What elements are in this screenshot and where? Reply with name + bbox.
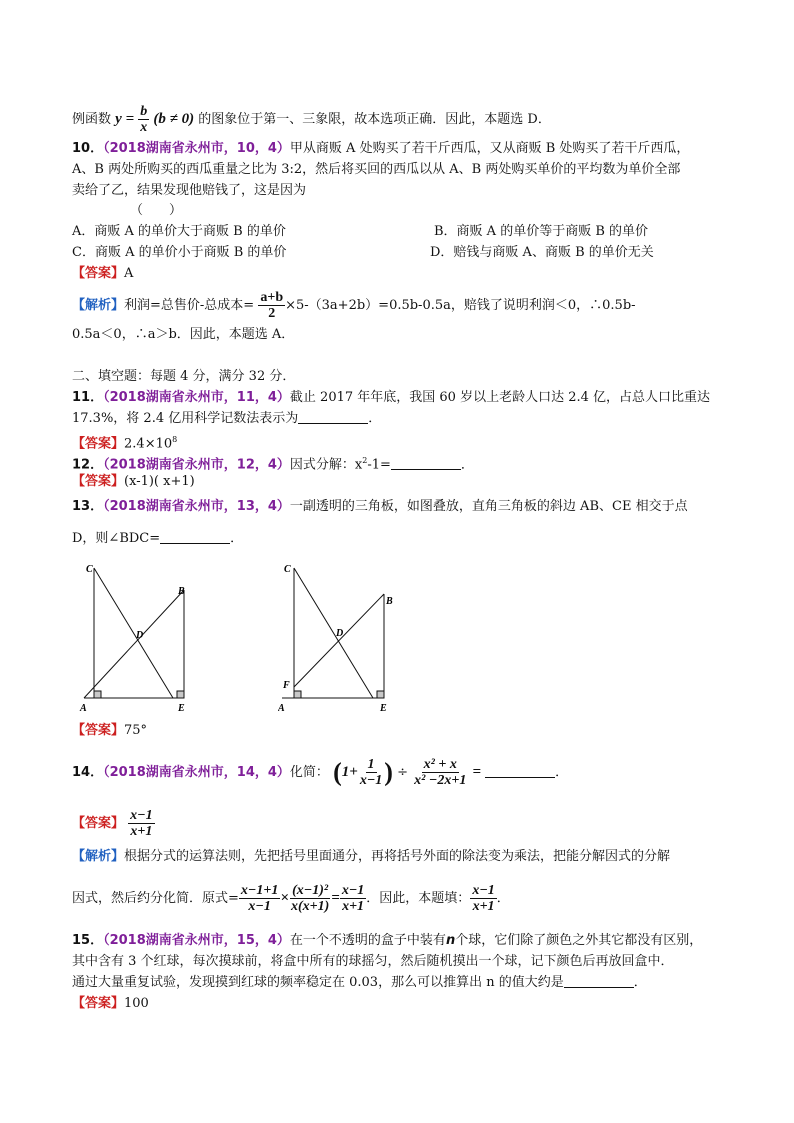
label-f: F [283, 680, 290, 691]
q12-number: 12． [72, 457, 104, 473]
q14-analysis-line2 [72, 878, 510, 919]
q14-frac-1: $\frac{1}{x-1}$ [359, 757, 383, 788]
q15-text1-pre: 在一个不透明的盒子中装有 [289, 933, 446, 948]
q14-analysis-eq: = [331, 890, 340, 906]
q14-analysis-mid: ．因此，本题填： [366, 891, 471, 906]
label-d: D [136, 630, 144, 641]
segment-fb [294, 594, 384, 687]
label-b: B [386, 596, 393, 607]
q10-source: （2018湖南省永州市，10，4） [103, 141, 290, 156]
q14-number: 14． [72, 765, 104, 780]
q9-prefix: 例函数 [72, 112, 112, 127]
q10-answer-value: A [124, 266, 134, 281]
q10-option-d: D．赔钱与商贩 A、商贩 B 的单价无关 [430, 245, 654, 260]
q10-option-b: B．商贩 A 的单价等于商贩 B 的单价 [434, 224, 649, 239]
q15-n: n [445, 933, 456, 948]
label-c: C [284, 564, 291, 575]
segment-ce [94, 568, 173, 698]
q15-answer-value: 100 [124, 996, 149, 1011]
label-b: B [178, 586, 185, 597]
q10-line1 [72, 140, 689, 158]
q15-source: （2018湖南省永州市，15，4） [103, 933, 290, 948]
q10-bracket: （ ） [130, 203, 183, 218]
q14-line1 [72, 752, 568, 793]
q15-text3: 通过大量重复试验，发现摸到红球的频率稳定在 0.03，那么可以推算出 n 的值大约是 [72, 975, 564, 990]
q11-text2: 17.3%，将 2.4 亿用科学记数法表示为 [72, 411, 299, 426]
q10-analysis [72, 290, 636, 321]
right-angle-mark [94, 691, 101, 698]
right-angle-mark [377, 691, 384, 698]
q14-analysis-frac-3: $\frac{x-1}{x+1}$ [341, 883, 365, 914]
q10-option-a: A．商贩 A 的单价大于商贩 B 的单价 [72, 224, 286, 239]
q15-answer [72, 995, 149, 1013]
section-heading: 二、填空题：每题 4 分，满分 32 分． [72, 369, 296, 384]
answer-tag: 【答案】 [72, 996, 125, 1011]
q14-analysis-end: ． [496, 891, 510, 906]
q12-answer-value: (x-1)( x+1) [124, 474, 195, 489]
q11-line1 [72, 389, 710, 407]
q15-end: ． [633, 975, 647, 990]
q15-number: 15． [72, 933, 104, 948]
q13-answer-value: 75° [124, 723, 148, 738]
triangle-figure-1 [78, 560, 208, 720]
answer-blank[interactable] [485, 764, 555, 778]
q11-answer-base: 2.4×10 [124, 436, 173, 452]
answer-blank[interactable] [564, 974, 634, 988]
q13-line2 [72, 530, 243, 548]
paren-close: ) [384, 757, 393, 787]
q12-text-pre: 因式分解：x [289, 457, 363, 473]
q14-source: （2018湖南省永州市，14，4） [103, 765, 290, 780]
q14-end: ． [555, 765, 569, 780]
paren-open: ( [333, 757, 342, 787]
q13-line1 [72, 498, 688, 516]
q13-text1: 一副透明的三角板，如图叠放，直角三角板的斜边 AB、CE 相交于点 [289, 499, 688, 514]
q13-answer [72, 722, 147, 740]
q12-text-post: -1= [367, 457, 391, 473]
q14-analysis-frac-4: $\frac{x-1}{x+1}$ [472, 883, 495, 914]
q15-line1 [72, 932, 702, 950]
q12-line1 [72, 452, 474, 474]
q11-answer [72, 431, 177, 453]
triangle-figure-2 [278, 560, 408, 720]
q10-number: 10． [72, 141, 104, 156]
label-c: C [86, 564, 93, 575]
q11-source: （2018湖南省永州市，11，4） [103, 390, 290, 405]
answer-blank[interactable] [298, 410, 368, 424]
q9-formula-frac: $\frac{b}{x}$ [140, 104, 148, 135]
label-e: E [178, 703, 185, 714]
label-e: E [380, 703, 387, 714]
q11-number: 11． [72, 390, 104, 405]
analysis-tag: 【解析】 [72, 298, 125, 313]
q14-frac-2: $\frac{\text{x² + x}}{\text{x² −2x+1}}$ [414, 757, 467, 788]
q14-analysis-frac-2: $\frac{\text{(x−1)²}}{x(x+1)}$ [290, 883, 330, 914]
q10-option-c: C．商贩 A 的单价小于商贩 B 的单价 [72, 245, 287, 260]
q9-formula-cond: (b ≠ 0) [153, 111, 195, 127]
label-a: A [80, 703, 87, 714]
q10-answer [72, 265, 133, 283]
q12-end: ． [460, 457, 474, 473]
q12-text-exp: 2 [362, 456, 368, 465]
q11-text1: 截止 2017 年年底，我国 60 岁以上老龄人口达 2.4 亿，占总人口比重达 [289, 390, 711, 405]
q14-one: 1+ [341, 764, 358, 780]
q14-analysis-text1: 根据分式的运算法则，先把括号里面通分，再将括号外面的除法变为乘法，把能分解因式的分解 [124, 849, 671, 864]
right-angle-mark [294, 691, 301, 698]
segment-ce [294, 568, 373, 698]
q10-analysis-pre: 利润=总售价-总成本= [124, 298, 255, 313]
q15-text1-post: 个球，它们除了颜色之外其它都没有区别， [455, 933, 703, 948]
q15-line3 [72, 974, 647, 992]
q10-analysis-post: ×5-（3a+2b）=0.5b-0.5a，赔钱了说明利润＜0，∴0.5b- [285, 298, 636, 313]
q12-source: （2018湖南省永州市，12，4） [103, 457, 290, 473]
q14-prompt: 化简： [289, 765, 329, 780]
q13-text2: D，则∠BDC= [72, 531, 161, 546]
q15-line2: 其中含有 3 个红球，每次摸球前，将盒中所有的球摇匀，然后随机摸出一个球，记下颜色后再放回盒中． [72, 954, 674, 969]
q14-analysis-frac-1: $\frac{x-1+1}{x-1}$ [240, 883, 279, 914]
answer-tag: 【答案】 [72, 816, 125, 831]
q11-end: ． [368, 411, 382, 426]
q11-answer-exp: 8 [172, 435, 178, 444]
q9-suffix: 的图象位于第一、三象限，故本选项正确．因此，本题选 D． [198, 112, 551, 127]
q10-analysis-frac: $\frac{a+b}{2}$ [260, 290, 284, 321]
answer-tag: 【答案】 [72, 723, 125, 738]
q14-analysis-line1 [72, 848, 670, 866]
q14-answer [72, 804, 155, 844]
answer-tag: 【答案】 [72, 266, 125, 281]
q14-analysis-mul: × [280, 890, 289, 906]
q12-answer [72, 473, 195, 491]
q14-div: ÷ [397, 765, 409, 780]
answer-tag: 【答案】 [72, 474, 125, 489]
q9-formula-lhs: y = [115, 111, 135, 127]
analysis-tag: 【解析】 [72, 849, 125, 864]
q14-answer-frac: $\frac{x-1}{x+1}$ [130, 808, 153, 839]
label-d: D [336, 628, 344, 639]
answer-tag: 【答案】 [72, 436, 125, 452]
q10-line2: A、B 两处所购买的西瓜重量之比为 3:2，然后将买回的西瓜以从 A、B 两处购买单价的平均数为单价全部 [72, 162, 681, 177]
label-a: A [278, 703, 285, 714]
q14-eq: = [472, 764, 482, 780]
q9-tail-line [72, 104, 551, 135]
answer-blank[interactable] [160, 530, 230, 544]
answer-blank[interactable] [391, 456, 461, 470]
q11-line2 [72, 410, 381, 428]
q13-source: （2018湖南省永州市，13，4） [103, 499, 290, 514]
q14-analysis-pre: 因式，然后约分化简．原式= [72, 891, 239, 906]
q10-line3: 卖给了乙，结果发现他赔钱了，这是因为 [72, 183, 307, 198]
segment-ab [84, 590, 184, 698]
q10-text1: 甲从商贩 A 处购买了若干斤西瓜，又从商贩 B 处购买了若干斤西瓜， [289, 141, 690, 156]
q10-analysis-line2: 0.5a＜0，∴a＞b．因此，本题选 A． [72, 327, 295, 342]
right-angle-mark [177, 691, 184, 698]
q13-number: 13． [72, 499, 104, 514]
q13-end: ． [230, 531, 244, 546]
